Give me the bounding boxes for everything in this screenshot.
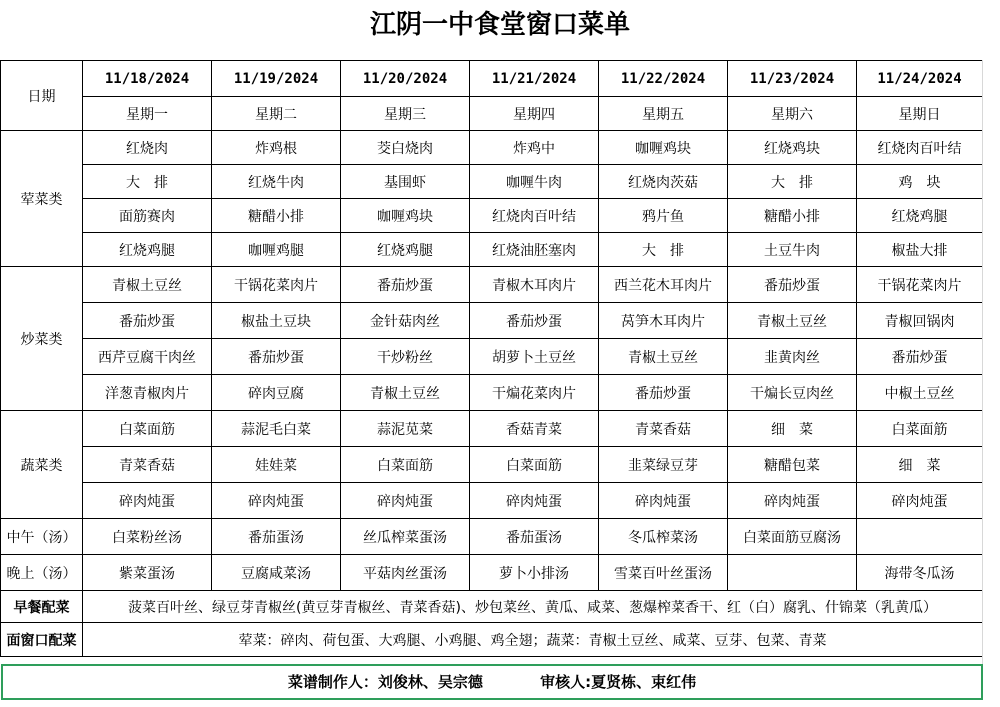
weekday-cell: 星期五 [599, 97, 728, 131]
category-label: 早餐配菜 [1, 591, 83, 623]
weekday-cell: 星期二 [212, 97, 341, 131]
dish-cell: 红烧肉百叶结 [470, 199, 599, 233]
category-label: 蔬菜类 [1, 411, 83, 519]
dish-cell: 红烧牛肉 [212, 165, 341, 199]
dish-cell: 青椒土豆丝 [728, 303, 857, 339]
menu-maker: 菜谱制作人：刘俊林、吴宗德 [287, 673, 483, 691]
chao-row [1, 339, 983, 375]
dish-cell: 番茄炒蛋 [341, 267, 470, 303]
dish-cell: 青椒回锅肉 [857, 303, 983, 339]
dish-cell: 番茄炒蛋 [728, 267, 857, 303]
weekday-cell: 星期四 [470, 97, 599, 131]
noon-soup-row [1, 519, 983, 555]
dish-cell: 西兰花木耳肉片 [599, 267, 728, 303]
soup-cell: 海带冬瓜汤 [857, 555, 983, 591]
dish-cell: 白菜面筋 [83, 411, 212, 447]
dish-cell: 红烧肉百叶结 [857, 131, 983, 165]
menu-reviewer: 审核人:夏贤栋、束红伟 [540, 673, 697, 691]
date-cell: 11/21/2024 [470, 61, 599, 97]
date-cell: 11/22/2024 [599, 61, 728, 97]
soup-cell: 白菜面筋豆腐汤 [728, 519, 857, 555]
dish-cell: 碎肉炖蛋 [212, 483, 341, 519]
dish-cell: 咖喱牛肉 [470, 165, 599, 199]
category-label: 荤菜类 [1, 131, 83, 267]
soup-cell: 丝瓜榨菜蛋汤 [341, 519, 470, 555]
weekday-cell: 星期三 [341, 97, 470, 131]
dish-cell: 碎肉炖蛋 [341, 483, 470, 519]
weekday-cell: 星期日 [857, 97, 983, 131]
soup-cell: 番茄蛋汤 [212, 519, 341, 555]
weekday-cell: 星期六 [728, 97, 857, 131]
dish-cell: 红烧鸡腿 [341, 233, 470, 267]
soup-cell: 雪菜百叶丝蛋汤 [599, 555, 728, 591]
dish-cell: 香菇青菜 [470, 411, 599, 447]
dish-cell: 洋葱青椒肉片 [83, 375, 212, 411]
soup-cell: 紫菜蛋汤 [83, 555, 212, 591]
soup-cell [728, 555, 857, 591]
dish-cell: 大 排 [599, 233, 728, 267]
dish-cell: 红烧鸡腿 [857, 199, 983, 233]
dish-cell: 白菜面筋 [857, 411, 983, 447]
soup-cell: 冬瓜榨菜汤 [599, 519, 728, 555]
dish-cell: 青椒土豆丝 [599, 339, 728, 375]
dish-cell: 基围虾 [341, 165, 470, 199]
page-title: 江阴一中食堂窗口菜单 [369, 10, 630, 40]
dish-cell: 韭菜绿豆芽 [599, 447, 728, 483]
dish-cell: 蒜泥苋菜 [341, 411, 470, 447]
dish-cell: 椒盐土豆块 [212, 303, 341, 339]
date-row [1, 61, 983, 97]
dish-cell: 蒜泥毛白菜 [212, 411, 341, 447]
breakfast-row [1, 591, 983, 623]
dish-cell: 红烧肉茨菇 [599, 165, 728, 199]
date-cell: 11/20/2024 [341, 61, 470, 97]
menu-body [1, 61, 983, 657]
dish-cell: 莴笋木耳肉片 [599, 303, 728, 339]
window-text: 荤菜：碎肉、荷包蛋、大鸡腿、小鸡腿、鸡全翅；蔬菜：青椒土豆丝、咸菜、豆芽、包菜、青菜 [83, 623, 983, 657]
dish-cell: 干锅花菜肉片 [212, 267, 341, 303]
dish-cell: 青椒土豆丝 [83, 267, 212, 303]
dish-cell: 胡萝卜土豆丝 [470, 339, 599, 375]
dish-cell: 中椒土豆丝 [857, 375, 983, 411]
dish-cell: 大 排 [728, 165, 857, 199]
shu-row [1, 447, 983, 483]
dish-cell: 土豆牛肉 [728, 233, 857, 267]
date-cell: 11/18/2024 [83, 61, 212, 97]
dish-cell: 碎肉炖蛋 [728, 483, 857, 519]
dish-cell: 炸鸡根 [212, 131, 341, 165]
dish-cell: 青菜香菇 [599, 411, 728, 447]
soup-cell: 平菇肉丝蛋汤 [341, 555, 470, 591]
hun-row [1, 165, 983, 199]
evening-soup-row [1, 555, 983, 591]
date-cell: 11/24/2024 [857, 61, 983, 97]
dish-cell: 咖喱鸡块 [341, 199, 470, 233]
dish-cell: 西芹豆腐干肉丝 [83, 339, 212, 375]
dish-cell: 碎肉豆腐 [212, 375, 341, 411]
window-row [1, 623, 983, 657]
breakfast-text: 菠菜百叶丝、绿豆芽青椒丝(黄豆芽青椒丝、青菜香菇)、炒包菜丝、黄瓜、咸菜、葱爆榨菜香干、红（白）腐乳、什锦菜（乳黄瓜） [83, 591, 983, 623]
hun-row [1, 131, 983, 165]
dish-cell: 干煸长豆肉丝 [728, 375, 857, 411]
dish-cell: 糖醋小排 [728, 199, 857, 233]
shu-row [1, 483, 983, 519]
category-label: 面窗口配菜 [1, 623, 83, 657]
dish-cell: 青菜香菇 [83, 447, 212, 483]
dish-cell: 番茄炒蛋 [599, 375, 728, 411]
date-label: 日期 [1, 61, 83, 131]
dish-cell: 韭黄肉丝 [728, 339, 857, 375]
dish-cell: 茭白烧肉 [341, 131, 470, 165]
dish-cell: 干锅花菜肉片 [857, 267, 983, 303]
weekday-cell: 星期一 [83, 97, 212, 131]
dish-cell: 青椒木耳肉片 [470, 267, 599, 303]
hun-row [1, 199, 983, 233]
dish-cell: 番茄炒蛋 [857, 339, 983, 375]
chao-row [1, 303, 983, 339]
dish-cell: 金针菇肉丝 [341, 303, 470, 339]
dish-cell: 白菜面筋 [341, 447, 470, 483]
dish-cell: 白菜面筋 [470, 447, 599, 483]
soup-cell: 豆腐咸菜汤 [212, 555, 341, 591]
dish-cell: 炸鸡中 [470, 131, 599, 165]
dish-cell: 碎肉炖蛋 [83, 483, 212, 519]
dish-cell: 红烧鸡块 [728, 131, 857, 165]
menu-table [0, 60, 983, 657]
dish-cell: 碎肉炖蛋 [470, 483, 599, 519]
dish-cell: 娃娃菜 [212, 447, 341, 483]
dish-cell: 青椒土豆丝 [341, 375, 470, 411]
category-label: 炒菜类 [1, 267, 83, 411]
dish-cell: 面筋赛肉 [83, 199, 212, 233]
date-cell: 11/23/2024 [728, 61, 857, 97]
category-label: 中午（汤） [1, 519, 83, 555]
dish-cell: 鸦片鱼 [599, 199, 728, 233]
dish-cell: 红烧油胚塞肉 [470, 233, 599, 267]
weekday-row [1, 97, 983, 131]
date-cell: 11/19/2024 [212, 61, 341, 97]
dish-cell: 番茄炒蛋 [83, 303, 212, 339]
hun-row [1, 233, 983, 267]
sheet-gridline [982, 60, 983, 664]
dish-cell: 碎肉炖蛋 [857, 483, 983, 519]
dish-cell: 咖喱鸡块 [599, 131, 728, 165]
dish-cell: 咖喱鸡腿 [212, 233, 341, 267]
soup-cell: 番茄蛋汤 [470, 519, 599, 555]
dish-cell: 红烧鸡腿 [83, 233, 212, 267]
chao-row [1, 267, 983, 303]
footer-bar [1, 664, 983, 700]
soup-cell: 白菜粉丝汤 [83, 519, 212, 555]
soup-cell: 萝卜小排汤 [470, 555, 599, 591]
chao-row [1, 375, 983, 411]
soup-cell [857, 519, 983, 555]
dish-cell: 细 菜 [728, 411, 857, 447]
dish-cell: 椒盐大排 [857, 233, 983, 267]
dish-cell: 番茄炒蛋 [470, 303, 599, 339]
dish-cell: 鸡 块 [857, 165, 983, 199]
dish-cell: 糖醋小排 [212, 199, 341, 233]
dish-cell: 细 菜 [857, 447, 983, 483]
dish-cell: 干炒粉丝 [341, 339, 470, 375]
dish-cell: 碎肉炖蛋 [599, 483, 728, 519]
dish-cell: 糖醋包菜 [728, 447, 857, 483]
dish-cell: 番茄炒蛋 [212, 339, 341, 375]
dish-cell: 大 排 [83, 165, 212, 199]
dish-cell: 干煸花菜肉片 [470, 375, 599, 411]
category-label: 晚上（汤） [1, 555, 83, 591]
dish-cell: 红烧肉 [83, 131, 212, 165]
shu-row [1, 411, 983, 447]
